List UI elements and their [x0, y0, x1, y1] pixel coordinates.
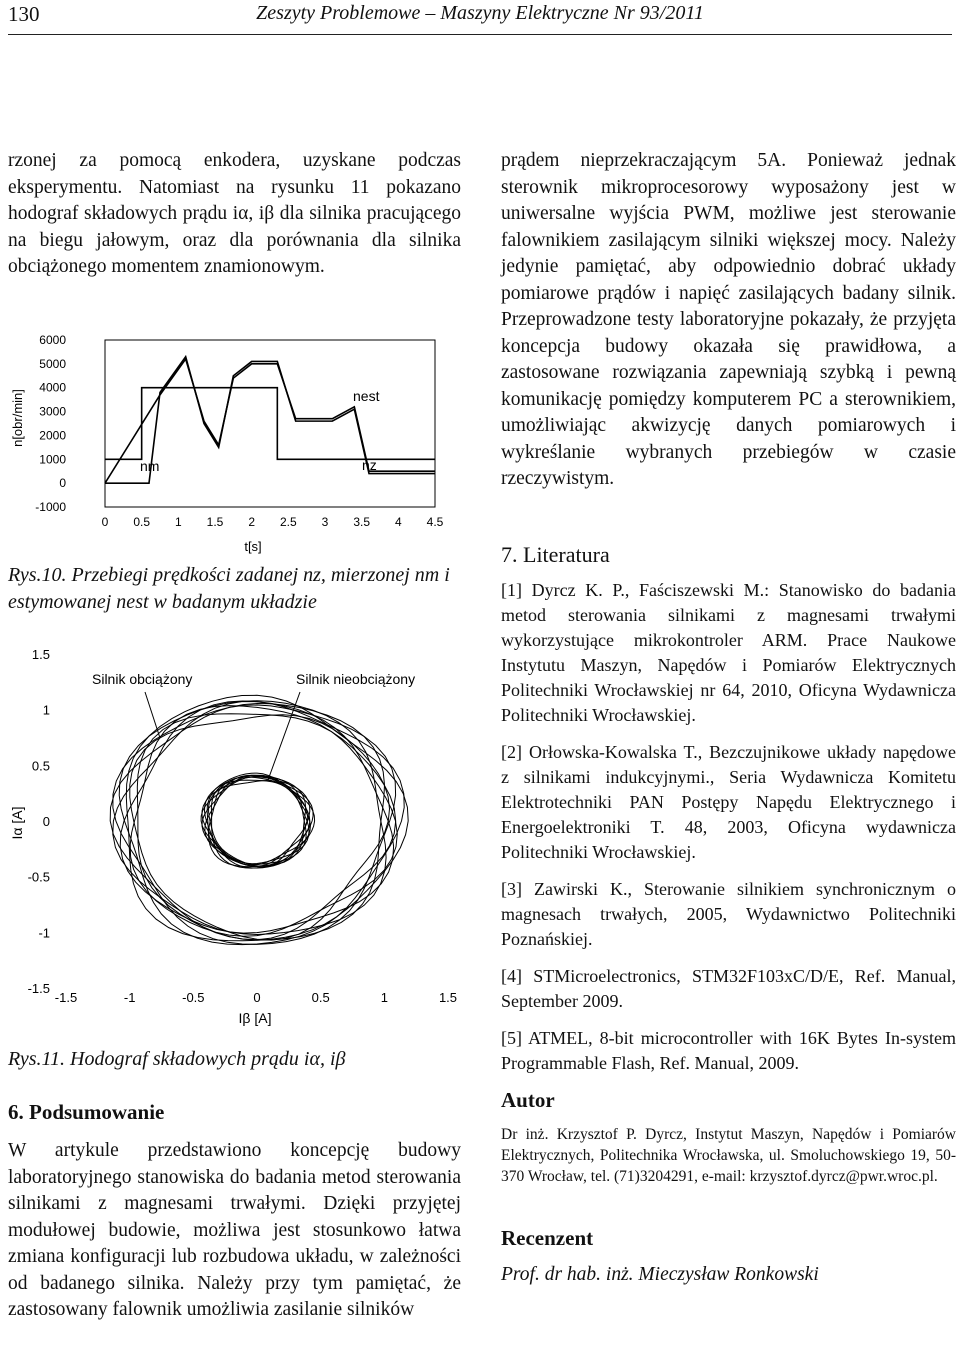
right-paragraph: prądem nieprzekraczającym 5A. Ponieważ jednak sterownik mikroprocesorowy wyposażony jest w uniwersalne wyjścia PWM, możliwe jest sterowanie falownikiem zasilającym silniki większej mocy. Należy jedynie pamiętać, aby odpowiednio dobrać układy pomiarowe prądów i napięć zasilających badany silnik. Przeprowadzone testy laboratoryjne pokazały, że przyjęta koncepcja budowy okazała się prawidłowa, a zastosowane rozwiązania zapewniają szybką i pewną komunikację pomiędzy komputerem PC a sterownikiem, umożliwiając akwizycję danych pomiarowych i wykreślanie wybranych przebiegów w czasie rzeczywistym. — [501, 150, 956, 489]
figure-10-chart — [0, 318, 470, 558]
figure-11-caption: Rys.11. Hodograf składowych prądu iα, iβ — [8, 1048, 346, 1070]
fig10-xtick-label: 2.5 — [279, 515, 297, 529]
reference-3: [3] Zawirski K., Sterowanie silnikiem synchronicznym o magnesach trwałych, 2005, Wydawnictwo Politechniki Poznańskiej. — [501, 879, 956, 949]
left-intro-column — [8, 148, 461, 281]
fig10-ytick-label: 2000 — [39, 428, 66, 443]
fig11-xtick-label: 0.5 — [311, 990, 330, 1005]
fig10-ytick-label: 3000 — [39, 404, 66, 419]
fig10-xlabel: t[s] — [244, 539, 262, 554]
fig10-xtick-label: 3 — [321, 515, 329, 529]
fig11-ytick-label: 1.5 — [31, 647, 50, 662]
journal-title: Zeszyty Problemowe – Maszyny Elektryczne Nr 93/2011 — [256, 2, 704, 24]
reference-5: [5] ATMEL, 8-bit microcontroller with 16K Bytes In-system Programmable Flash, Ref. Manual, 2009. — [501, 1028, 956, 1073]
fig11-arrow-loaded — [145, 692, 160, 738]
reviewer-text: Prof. dr hab. inż. Mieczysław Ronkowski — [501, 1264, 819, 1285]
fig10-frame — [105, 340, 435, 507]
figure-11-chart — [0, 640, 470, 1028]
fig10-ytick-label: 5000 — [39, 356, 66, 371]
references-list — [501, 578, 956, 1088]
fig11-xtick-label: 0 — [253, 990, 261, 1005]
fig11-xtick-label: 1.5 — [438, 990, 458, 1005]
fig10-ytick-label: 6000 — [39, 333, 66, 347]
fig11-ytick-label: 0 — [42, 814, 50, 829]
page-number: 130 — [8, 2, 40, 26]
fig10-xtick-label: 0.5 — [133, 515, 151, 529]
fig10-xtick-label: 3.5 — [353, 515, 371, 529]
fig10-series-nz — [105, 388, 435, 460]
reference-1: [1] Dyrcz K. P., Faściszewski M.: Stanowisko do badania metod sterowania silnikami z magnesami trwałymi wykorzystujące mikrokontroler ARM. Prace Naukowe Instytutu Maszyn, Napędów i Pomiarów Elektrycznych Politechniki Wrocławskiej nr 64, 2010, Oficyna Wydawnicza Politechniki Wrocławskiej. — [501, 580, 956, 725]
fig11-xtick-label: -1 — [123, 990, 136, 1005]
fig10-label-nz: nz — [362, 457, 377, 473]
reference-4: [4] STMicroelectronics, STM32F103xC/D/E, Ref. Manual, September 2009. — [501, 966, 956, 1011]
right-column — [501, 148, 956, 493]
intro-paragraph: rzonej za pomocą enkodera, uzyskane podczas eksperymentu. Natomiast na rysunku 11 pokazano hodograf składowych prądu iα, iβ dla silnika pracującego na biegu jałowym, oraz dla porównania dla silnika obciążonego momentem znamionowym. — [8, 150, 461, 277]
fig10-xtick-label: 1.5 — [206, 515, 224, 529]
fig10-xtick-label: 2 — [248, 515, 256, 529]
fig11-ann-loaded: Silnik obciążony — [92, 671, 193, 687]
fig10-label-nm: nm — [140, 458, 160, 474]
author-block — [501, 1124, 956, 1187]
fig11-ytick-label: -0.5 — [27, 869, 50, 885]
fig10-ytick-label: 0 — [59, 476, 66, 491]
fig11-xlabel: Iβ [A] — [238, 1010, 272, 1026]
author-title: Autor — [501, 1088, 555, 1112]
fig11-xtick-label: -1.5 — [54, 990, 78, 1005]
reviewer-title: Recenzent — [501, 1226, 594, 1250]
fig10-ylabel: n[obr/min] — [10, 389, 25, 447]
fig11-series-ring-1 — [110, 695, 408, 944]
fig10-ytick-label: 4000 — [39, 380, 66, 395]
fig11-ytick-label: -1.5 — [27, 981, 50, 996]
header-rule — [8, 34, 952, 35]
fig11-ylabel: Iα [A] — [9, 806, 25, 840]
fig11-xtick-label: 1 — [380, 990, 388, 1005]
fig10-xtick-label: 4.5 — [426, 515, 444, 529]
section-6-title: 6. Podsumowanie — [8, 1100, 165, 1124]
fig11-xtick-label: -0.5 — [182, 990, 205, 1005]
section-6-column — [8, 1138, 461, 1324]
fig11-ytick-label: -1 — [38, 925, 50, 941]
fig10-label-nest: nest — [353, 388, 380, 404]
fig11-series-ring-2 — [201, 773, 315, 868]
fig10-ytick-label: 1000 — [39, 452, 66, 467]
fig10-xtick-label: 0 — [101, 515, 109, 529]
fig11-ann-unloaded: Silnik nieobciążony — [296, 671, 416, 687]
section-7-title: 7. Literatura — [501, 542, 610, 567]
fig11-ytick-label: 0.5 — [31, 758, 50, 774]
fig11-ytick-label: 1 — [42, 702, 50, 718]
reviewer-block — [501, 1262, 956, 1289]
figure-10-caption: Rys.10. Przebiegi prędkości zadanej nz, mierzonej nm i estymowanej nest w badanym układzie — [8, 564, 450, 613]
section-6-text: W artykule przedstawiono koncepcję budowy laboratoryjnego stanowiska do badania metod sterowania silnikami z magnesami trwałymi. Dzięki przyjętej modułowej budowie, możliwa jest stosunkowo łatwa zmiana konfiguracji lub rozbudowa układu, w zależności od badanego silnika. Należy przy tym pamiętać, że zastosowany falownik umożliwia zasilanie silników — [8, 1140, 461, 1320]
fig10-xtick-label: 4 — [394, 515, 402, 529]
fig10-ytick-label: -1000 — [35, 500, 66, 514]
author-text: Dr inż. Krzysztof P. Dyrcz, Instytut Maszyn, Napędów i Pomiarów Elektrycznych, Politechnika Wrocławska, ul. Smoluchowskiego 19, 50-370 Wrocław, tel. (71)3204291, e-mail: krzysztof.dyrcz@pwr.wroc.pl. — [501, 1126, 956, 1185]
reference-2: [2] Orłowska-Kowalska T., Bezczujnikowe układy napędowe z silnikami indukcyjnymi., Seria Wydawnicza Komitetu Elektrotechniki PAN Postępy Napędu Elektrycznego i Energoelektroniki T. 48, 2003, Oficyna wydawnicza Politechniki Wrocławskiej. — [501, 742, 956, 862]
fig10-xtick-label: 1 — [174, 515, 182, 529]
